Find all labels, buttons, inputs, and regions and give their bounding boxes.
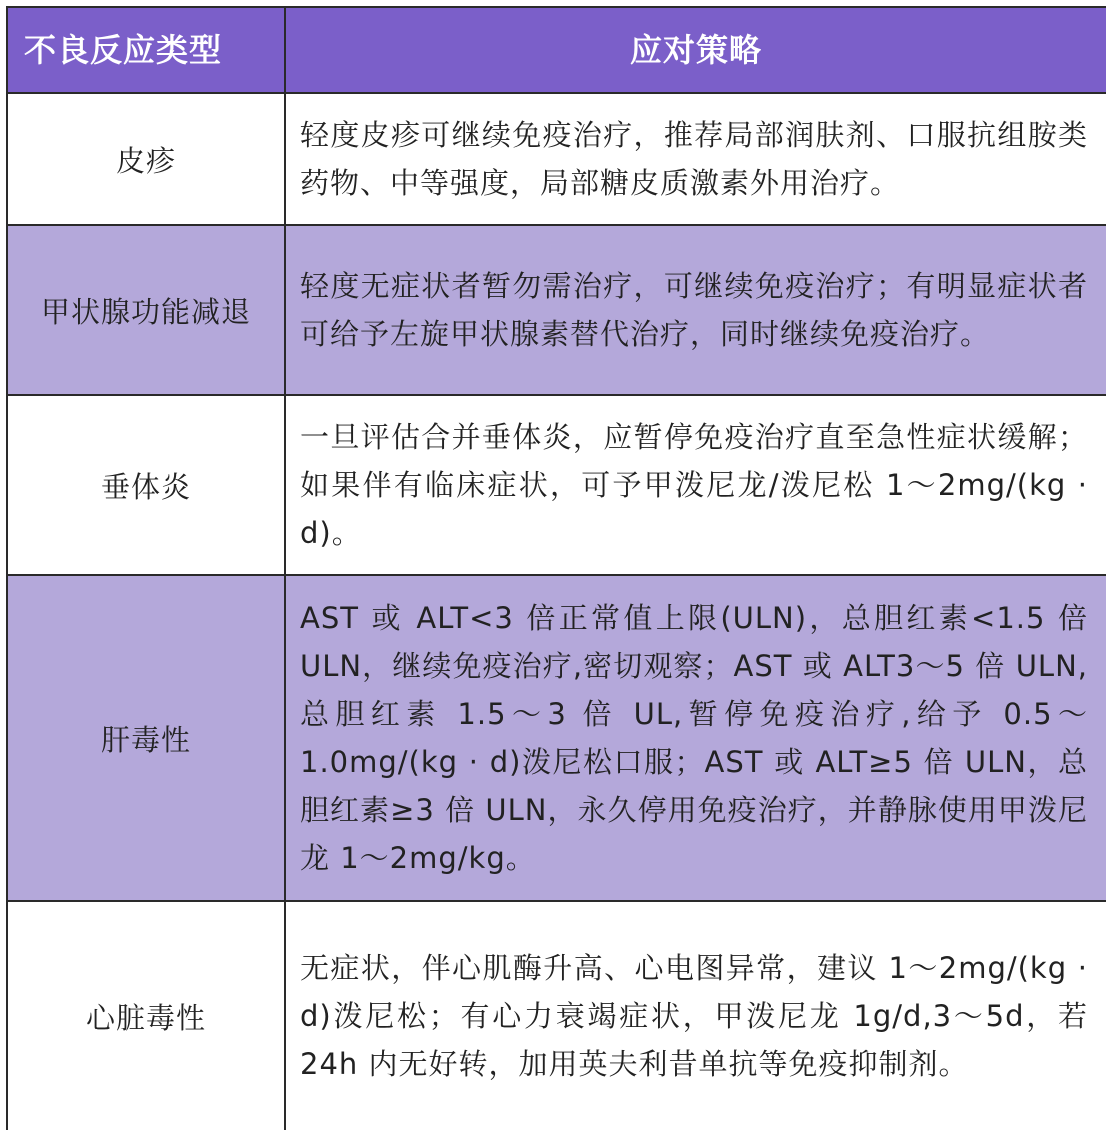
strategy-cell: 一旦评估合并垂体炎，应暂停免疫治疗直至急性症状缓解；如果伴有临床症状，可予甲泼尼龙/泼尼松 1～2mg/(kg · d)。 [285, 395, 1106, 575]
table-row [7, 93, 1106, 225]
strategy-cell: 无症状，伴心肌酶升高、心电图异常，建议 1～2mg/(kg · d)泼尼松；有心力衰竭症状，甲泼尼龙 1g/d,3～5d，若 24h 内无好转，加用英夫利昔单抗等免疫抑制剂。 [285, 901, 1106, 1130]
header-row [7, 7, 1106, 93]
reaction-type-cell: 甲状腺功能减退 [7, 225, 285, 395]
reaction-type-cell: 肝毒性 [7, 575, 285, 901]
adverse-reaction-table [6, 6, 1106, 1130]
table-row [7, 225, 1106, 395]
reaction-type-cell: 皮疹 [7, 93, 285, 225]
header-strategy: 应对策略 [285, 7, 1106, 93]
reaction-type-cell: 垂体炎 [7, 395, 285, 575]
header-reaction-type: 不良反应类型 [7, 7, 285, 93]
strategy-cell: AST 或 ALT<3 倍正常值上限(ULN)，总胆红素<1.5 倍 ULN，继续免疫治疗,密切观察；AST 或 ALT3～5 倍 ULN,总胆红素 1.5～3 倍 UL,暂停免疫治疗,给予 0.5～1.0mg/(kg · d)泼尼松口服；AST 或 ALT≥5 倍 ULN，总胆红素≥3 倍 ULN，永久停用免疫治疗，并静脉使用甲泼尼龙 1～2mg/kg。 [285, 575, 1106, 901]
reaction-type-cell: 心脏毒性 [7, 901, 285, 1130]
strategy-cell: 轻度无症状者暂勿需治疗，可继续免疫治疗；有明显症状者可给予左旋甲状腺素替代治疗，同时继续免疫治疗。 [285, 225, 1106, 395]
table-row [7, 395, 1106, 575]
table-row [7, 575, 1106, 901]
table-container [6, 6, 1106, 1130]
strategy-cell: 轻度皮疹可继续免疫治疗，推荐局部润肤剂、口服抗组胺类药物、中等强度，局部糖皮质激素外用治疗。 [285, 93, 1106, 225]
table-row [7, 901, 1106, 1130]
